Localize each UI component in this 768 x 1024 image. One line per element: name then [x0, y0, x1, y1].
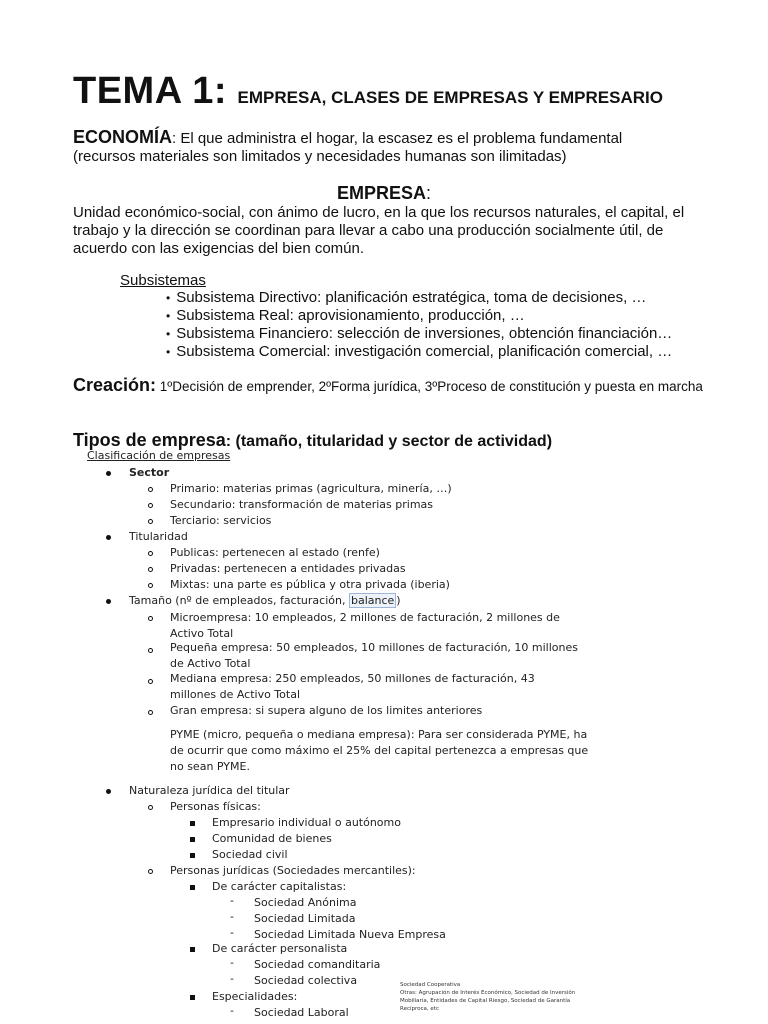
list-item: Sociedad civil	[212, 848, 288, 861]
side-note-line-1: Sociedad Cooperativa	[400, 982, 461, 988]
balance-highlight: balance	[350, 594, 395, 607]
list-item: Sociedad Limitada	[254, 912, 356, 925]
list-item: Mediana empresa: 250 empleados, 50 millones de facturación, 43 millones de Activo Total	[170, 672, 535, 701]
circle-bullet-icon	[148, 648, 153, 653]
list-item: Empresario individual o autónomo	[212, 816, 401, 829]
tipos-label: Tipos de empresa	[73, 430, 226, 450]
list-item: • Subsistema Real: aprovisionamiento, producción, …	[166, 307, 672, 325]
tipos-rest: : (tamaño, titularidad y sector de actividad)	[225, 433, 553, 450]
circle-bullet-icon	[148, 679, 153, 684]
circle-bullet-icon	[148, 805, 153, 810]
bullet-icon	[106, 789, 111, 794]
list-item: • Subsistema Financiero: selección de inversiones, obtención financiación…	[166, 325, 672, 343]
page-title	[73, 70, 663, 113]
square-bullet-icon	[190, 947, 195, 952]
capitalistas-label: De carácter capitalistas:	[212, 880, 347, 893]
square-bullet-icon	[190, 821, 195, 826]
circle-bullet-icon	[148, 869, 153, 874]
list-item: Sociedad comanditaria	[254, 958, 381, 971]
dash-bullet-icon: -	[230, 894, 234, 907]
list-item: Publicas: pertenecen al estado (renfe)	[170, 546, 380, 559]
list-item: Sociedad Limitada Nueva Empresa	[254, 928, 446, 941]
list-item: Sociedad Laboral	[254, 1006, 349, 1019]
list-item: Privadas: pertenecen a entidades privadas	[170, 562, 406, 575]
square-bullet-icon	[190, 837, 195, 842]
dash-bullet-icon: -	[230, 926, 234, 939]
clasificacion-heading: Clasificación de empresas	[87, 449, 231, 462]
empresa-label: EMPRESA	[336, 183, 426, 203]
list-item: • Subsistema Comercial: investigación comercial, planificación comercial, …	[166, 343, 672, 361]
list-item: Microempresa: 10 empleados, 2 millones de facturación, 2 millones de Activo Total	[170, 611, 560, 640]
list-item: Mixtas: una parte es pública y otra privada (iberia)	[170, 578, 450, 591]
list-item: Primario: materias primas (agricultura, minería, …)	[170, 482, 452, 495]
title-subtitle: EMPRESA, CLASES DE EMPRESAS Y EMPRESARIO	[237, 88, 663, 107]
tamano-label	[129, 593, 401, 609]
economia-text-2: (recursos materiales son limitados y necesidades humanas son ilimitadas)	[73, 148, 567, 165]
fisicas-label: Personas físicas:	[170, 800, 261, 813]
list-item: Pequeña empresa: 50 empleados, 10 millones de facturación, 10 millones de Activo Total	[170, 641, 578, 670]
subsistemas-heading: Subsistemas	[120, 272, 206, 289]
personalista-label: De carácter personalista	[212, 942, 348, 955]
creacion-text: 1ºDecisión de emprender, 2ºForma jurídica, 3ºProceso de constitución y puesta en marcha	[159, 379, 703, 394]
square-bullet-icon	[190, 853, 195, 858]
dash-bullet-icon: -	[230, 1004, 234, 1017]
bullet-icon	[106, 535, 111, 540]
sector-label: Sector	[129, 466, 170, 479]
titularidad-label: Titularidad	[129, 530, 188, 543]
side-note-line-2: Otras: Agrupación de Interés Económico, Sociedad de Inversión Mobiliaria, Entidades de Capital Riesgo, Sociedad de Garantía Recíproca, etc	[400, 990, 576, 1012]
economia-paragraph	[73, 128, 713, 166]
juridicas-label: Personas jurídicas (Sociedades mercantiles):	[170, 864, 416, 877]
list-item: Sociedad Anónima	[254, 896, 357, 909]
naturaleza-label: Naturaleza jurídica del titular	[129, 784, 290, 797]
dash-bullet-icon: -	[230, 972, 234, 985]
list-item: Terciario: servicios	[170, 514, 272, 527]
square-bullet-icon	[190, 995, 195, 1000]
dash-bullet-icon: -	[230, 956, 234, 969]
especialidades-label: Especialidades:	[212, 990, 298, 1003]
list-item: Comunidad de bienes	[212, 832, 332, 845]
list-item: Sociedad colectiva	[254, 974, 358, 987]
empresa-colon: :	[426, 183, 432, 203]
tamano-text: Tamaño (nº de empleados, facturación,	[129, 594, 349, 607]
circle-bullet-icon	[148, 487, 153, 492]
title-main: TEMA 1:	[73, 70, 228, 112]
economia-label: ECONOMÍA	[73, 127, 172, 147]
bullet-icon	[106, 599, 111, 604]
creacion-label: Creación:	[73, 375, 157, 395]
circle-bullet-icon	[148, 583, 153, 588]
bullet-icon	[106, 471, 111, 476]
circle-bullet-icon	[148, 616, 153, 621]
circle-bullet-icon	[148, 710, 153, 715]
square-bullet-icon	[190, 885, 195, 890]
pyme-note: PYME (micro, pequeña o mediana empresa): Para ser considerada PYME, ha de ocurrir que como máximo el 25% del capital pertenezca a empresas que no sean PYME.	[170, 728, 589, 773]
empresa-definition: Unidad económico-social, con ánimo de lucro, en la que los recursos naturales, el capital, el trabajo y la dirección se coordinan para llevar a cabo una producción socialmente útil, de acuerdo con las exigencias del bien común.	[73, 204, 685, 257]
circle-bullet-icon	[148, 567, 153, 572]
list-item: Secundario: transformación de materias primas	[170, 498, 434, 511]
economia-text-1: : El que administra el hogar, la escasez es el problema fundamental	[172, 130, 623, 147]
creacion-paragraph	[73, 376, 713, 396]
circle-bullet-icon	[148, 503, 153, 508]
side-note	[400, 981, 580, 1013]
subsistemas-list	[120, 289, 672, 361]
list-item: • Subsistema Directivo: planificación estratégica, toma de decisiones, …	[166, 289, 672, 307]
empresa-heading	[0, 183, 768, 204]
subsistemas-section	[120, 272, 672, 361]
list-item: Gran empresa: si supera alguno de los limites anteriores	[170, 704, 483, 717]
circle-bullet-icon	[148, 551, 153, 556]
circle-bullet-icon	[148, 519, 153, 524]
dash-bullet-icon: -	[230, 910, 234, 923]
tamano-close: )	[396, 594, 401, 607]
